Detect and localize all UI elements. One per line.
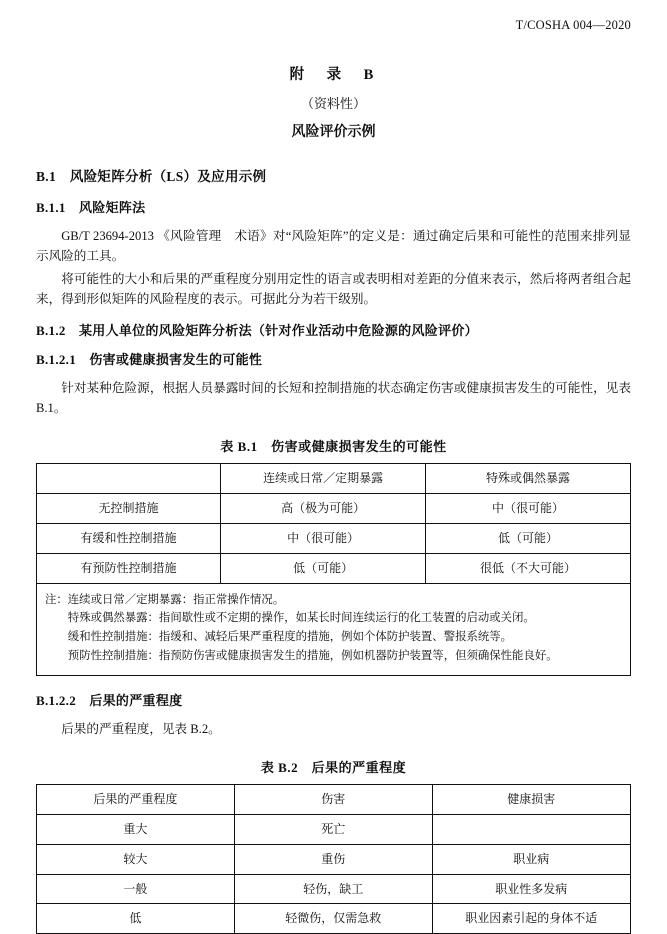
table-b1-note-2: 缓和性控制措施：指缓和、减轻后果严重程度的措施，例如个体防护装置、警报系统等。	[67, 631, 513, 644]
table-b2-cell-2-1: 轻伤，缺工	[234, 874, 432, 904]
section-b121-heading: B.1.2.1 伤害或健康损害发生的可能性	[36, 351, 263, 367]
table-b1-header-1: 连续或日常／定期暴露	[221, 464, 426, 494]
table-b1-cell-0-0: 无控制措施	[37, 494, 221, 524]
table-b1-notes	[37, 583, 631, 675]
table-b1-note-3: 预防性控制措施：指预防伤害或健康损害发生的措施，例如机器防护装置等，但须确保性能良好。	[67, 649, 558, 662]
table-row	[37, 904, 631, 934]
table-b1-cell-0-2: 中（很可能）	[426, 494, 631, 524]
page-header: T/COSHA 004—2020	[515, 18, 631, 32]
section-b122-heading: B.1.2.2 后果的严重程度	[36, 692, 183, 708]
table-row	[37, 874, 631, 904]
table-b2	[36, 784, 631, 934]
table-row	[37, 553, 631, 583]
section-b121-paragraph-1: 针对某种危险源，根据人员暴露时间的长短和控制措施的状态确定伤害或健康损害发生的可能性，见表 B.1。	[36, 380, 631, 415]
table-b1	[36, 463, 631, 675]
table-b2-header-2: 健康损害	[432, 785, 630, 815]
section-b11-heading: B.1.1 风险矩阵法	[36, 200, 146, 215]
table-b1-cell-1-2: 低（可能）	[426, 523, 631, 553]
table-b1-note-1: 特殊或偶然暴露：指间歇性或不定期的操作，如某长时间连续运行的化工装置的启动或关闭。	[67, 612, 535, 625]
annex-title: 附 录 B	[289, 67, 378, 83]
section-b1-heading: B.1 风险矩阵分析（LS）及应用示例	[36, 169, 267, 184]
table-b1-cell-2-0: 有预防性控制措施	[37, 553, 221, 583]
table-b2-header-0: 后果的严重程度	[37, 785, 235, 815]
table-b2-cell-1-0: 较大	[37, 844, 235, 874]
table-b2-cell-1-1: 重伤	[234, 844, 432, 874]
section-b11-paragraph-1: GB/T 23694-2013 《风险管理 术语》对“风险矩阵”的定义是：通过确定后果和可能性的范围来排列显示风险的工具。	[36, 229, 631, 264]
table-b2-cell-3-1: 轻微伤，仅需急救	[234, 904, 432, 934]
table-b1-cell-1-0: 有缓和性控制措施	[37, 523, 221, 553]
table-b2-cell-2-2: 职业性多发病	[432, 874, 630, 904]
table-b2-cell-3-2: 职业因素引起的身体不适	[432, 904, 630, 934]
table-b1-cell-0-1: 高（极为可能）	[221, 494, 426, 524]
table-b1-header-0	[37, 464, 221, 494]
table-b1-cell-1-1: 中（很可能）	[221, 523, 426, 553]
table-b1-header-2: 特殊或偶然暴露	[426, 464, 631, 494]
table-b1-cell-2-2: 很低（不大可能）	[426, 553, 631, 583]
table-row	[37, 785, 631, 815]
section-b11-paragraph-2: 将可能性的大小和后果的严重程度分别用定性的语言或表明相对差距的分值来表示，然后将两者组合起来，得到形似矩阵的风险程度的表示。可据此分为若干级别。	[36, 271, 631, 307]
table-b2-cell-0-2	[432, 814, 630, 844]
annex-name: 风险评价示例	[291, 125, 376, 140]
table-b1-caption: 表 B.1 伤害或健康损害发生的可能性	[220, 439, 447, 455]
table-row-notes	[37, 583, 631, 675]
table-row	[37, 494, 631, 524]
table-b1-note-0: 注：连续或日常／定期暴露：指正常操作情况。	[45, 593, 285, 606]
table-b2-caption: 表 B.2 后果的严重程度	[260, 760, 407, 776]
table-row	[37, 523, 631, 553]
table-b2-cell-0-1: 死亡	[234, 814, 432, 844]
table-row	[37, 464, 631, 494]
section-b122-paragraph-1: 后果的严重程度，见表 B.2。	[61, 721, 221, 736]
table-b1-cell-2-1: 低（可能）	[221, 553, 426, 583]
table-row	[37, 844, 631, 874]
table-b2-cell-1-2: 职业病	[432, 844, 630, 874]
table-b2-header-1: 伤害	[234, 785, 432, 815]
table-b2-cell-2-0: 一般	[37, 874, 235, 904]
annex-subtitle: （资料性）	[300, 96, 366, 111]
table-b2-cell-0-0: 重大	[37, 814, 235, 844]
table-b2-cell-3-0: 低	[37, 904, 235, 934]
table-row	[37, 814, 631, 844]
section-b12-heading: B.1.2 某用人单位的风险矩阵分析法（针对作业活动中危险源的风险评价）	[36, 322, 478, 338]
